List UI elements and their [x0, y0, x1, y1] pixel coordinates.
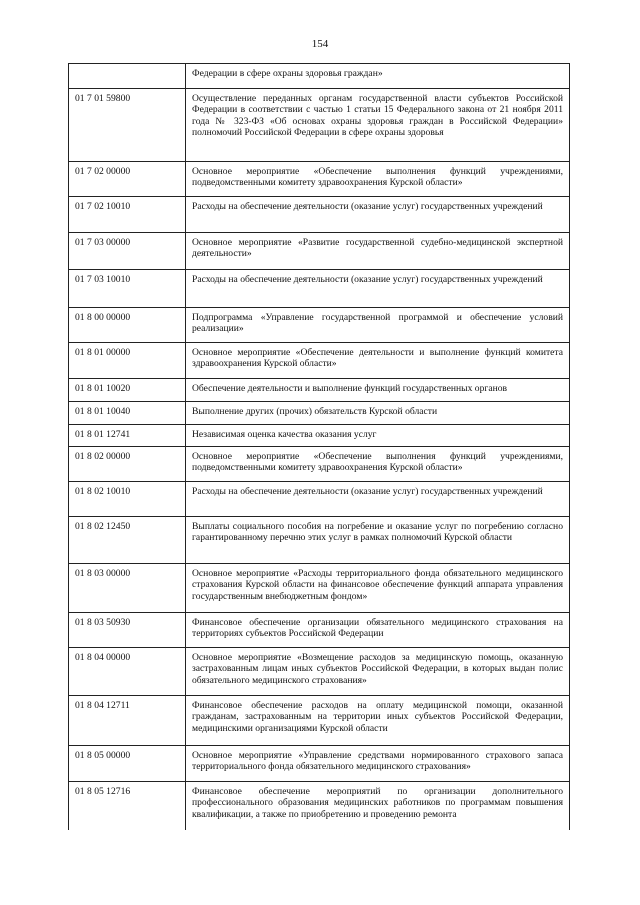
row-code: 01 8 04 00000: [69, 648, 186, 696]
table-row: [69, 64, 570, 89]
row-description: Основное мероприятие «Расходы территориального фонда обязательного медицинского страхования Курской области на финансовое обеспечение функций аппарата управления государственным внебюджетным фондом»: [186, 564, 570, 613]
row-code: 01 7 03 10010: [69, 270, 186, 308]
row-description: Выполнение других (прочих) обязательств Курской области: [186, 402, 570, 425]
table-row: [69, 402, 570, 425]
row-code: 01 8 04 12711: [69, 696, 186, 746]
table-row: [69, 343, 570, 379]
row-code: 01 7 02 00000: [69, 162, 186, 197]
row-code: 01 8 02 00000: [69, 447, 186, 482]
row-description: Основное мероприятие «Возмещение расходов за медицинскую помощь, оказанную застрахованным лицам иных субъектов Российской Федерации, в которых выдан полис обязательного медицинского страхования»: [186, 648, 570, 696]
row-description: Обеспечение деятельности и выполнение функций государственных органов: [186, 379, 570, 402]
row-code: 01 8 03 00000: [69, 564, 186, 613]
row-description: Финансовое обеспечение мероприятий по организации дополнительного профессионального образования медицинских работников по программам повышения квалификации, а также по приобретению и проведению ремонта: [186, 782, 570, 830]
row-description: Основное мероприятие «Управление средствами нормированного страхового запаса территориального фонда обязательного медицинского страхования»: [186, 746, 570, 782]
table-row: [69, 270, 570, 308]
table-row: [69, 746, 570, 782]
row-code: 01 8 02 10010: [69, 482, 186, 517]
row-description: Независимая оценка качества оказания услуг: [186, 425, 570, 447]
row-code: 01 8 05 00000: [69, 746, 186, 782]
row-code: 01 8 05 12716: [69, 782, 186, 830]
row-code: 01 8 02 12450: [69, 517, 186, 564]
row-description: Финансовое обеспечение организации обязательного медицинского страхования на территориях субъектов Российской Федерации: [186, 613, 570, 648]
row-code: 01 8 00 00000: [69, 308, 186, 343]
table-row: [69, 648, 570, 696]
table-row: [69, 197, 570, 233]
table-row: [69, 482, 570, 517]
row-description: Подпрограмма «Управление государственной программой и обеспечение условий реализации»: [186, 308, 570, 343]
table-row: [69, 162, 570, 197]
row-description: Расходы на обеспечение деятельности (оказание услуг) государственных учреждений: [186, 482, 570, 517]
row-code: 01 7 01 59800: [69, 89, 186, 162]
row-code: [69, 64, 186, 89]
row-code: 01 8 03 50930: [69, 613, 186, 648]
table-row: [69, 89, 570, 162]
row-description: Расходы на обеспечение деятельности (оказание услуг) государственных учреждений: [186, 197, 570, 233]
table-row: [69, 613, 570, 648]
row-description: Основное мероприятие «Развитие государственной судебно-медицинской экспертной деятельности»: [186, 233, 570, 270]
table-row: [69, 425, 570, 447]
table-row: [69, 447, 570, 482]
row-code: 01 8 01 00000: [69, 343, 186, 379]
table-row: [69, 233, 570, 270]
row-code: 01 8 01 12741: [69, 425, 186, 447]
row-code: 01 8 01 10020: [69, 379, 186, 402]
row-description: Основное мероприятие «Обеспечение выполнения функций учреждениями, подведомственными комитету здравоохранения Курской области»: [186, 447, 570, 482]
row-description: Расходы на обеспечение деятельности (оказание услуг) государственных учреждений: [186, 270, 570, 308]
table-row: [69, 782, 570, 830]
table-row: [69, 308, 570, 343]
page-number: 154: [311, 38, 329, 50]
table-row: [69, 564, 570, 613]
row-code: 01 7 02 10010: [69, 197, 186, 233]
table-row: [69, 517, 570, 564]
row-code: 01 7 03 00000: [69, 233, 186, 270]
row-description: Выплаты социального пособия на погребение и оказание услуг по погребению согласно гарантированному перечню этих услуг в рамках полномочий Курской области: [186, 517, 570, 564]
row-description: Финансовое обеспечение расходов на оплату медицинской помощи, оказанной гражданам, застрахованным на территории иных субъектов Российской Федерации, медицинскими организациями Курской области: [186, 696, 570, 746]
row-description: Основное мероприятие «Обеспечение деятельности и выполнение функций комитета здравоохранения Курской области»: [186, 343, 570, 379]
table-row: [69, 379, 570, 402]
budget-classification-table: [68, 63, 570, 830]
row-description: Федерации в сфере охраны здоровья граждан»: [186, 64, 570, 89]
table-row: [69, 696, 570, 746]
row-description: Основное мероприятие «Обеспечение выполнения функций учреждениями, подведомственными комитету здравоохранения Курской области»: [186, 162, 570, 197]
row-code: 01 8 01 10040: [69, 402, 186, 425]
row-description: Осуществление переданных органам государственной власти субъектов Российской Федерации в соответствии с частью 1 статьи 15 Федерального закона от 21 ноября 2011 года № 323-ФЗ «Об основах охраны здоровья граждан в Российской Федерации» полномочий Российской Федерации в сфере охраны здоровья: [186, 89, 570, 162]
